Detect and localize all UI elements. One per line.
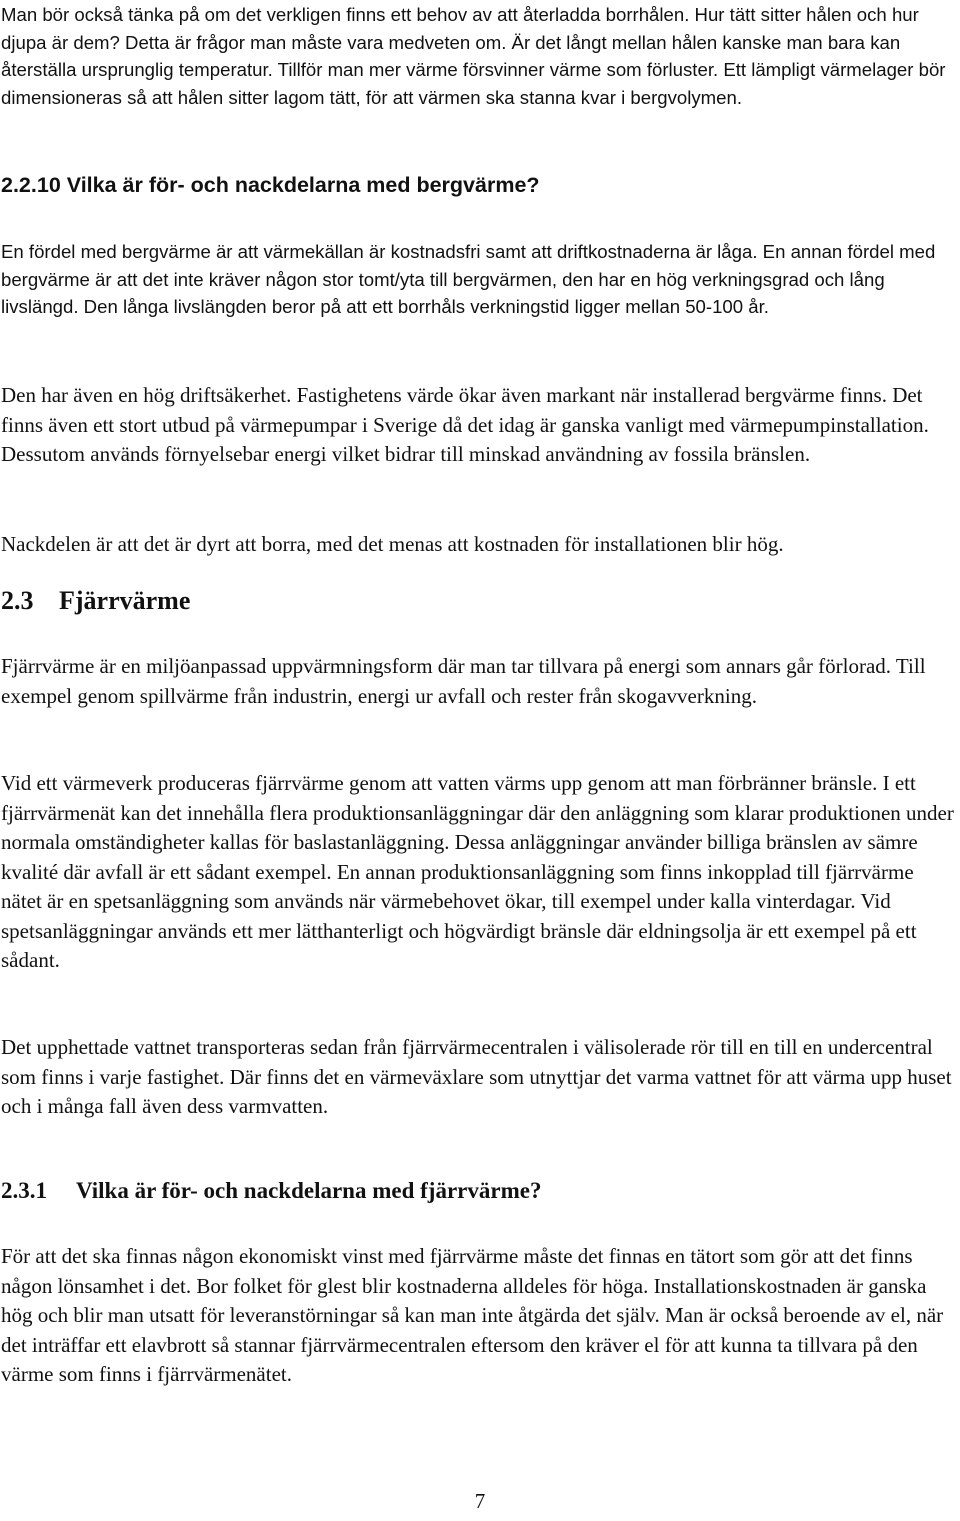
paragraph-bergvarme-reliability: Den har även en hög driftsäkerhet. Fastighetens värde ökar även markant när installerad bergvärme finns. Det finns även ett stort utbud på värmepumpar i Sverige då det idag är ganska vanligt med värmepumpinstallation. Dessutom används förnyelsebar energi vilket bidrar till minskad användning av fossila bränslen. [1, 383, 929, 466]
page-number: 7 [474, 1489, 486, 1513]
paragraph-borehole-recharge: Man bör också tänka på om det verkligen finns ett behov av att återladda borrhålen. Hur tätt sitter hålen och hur djupa är dem? Detta är frågor man måste vara medveten om. Är det långt mellan hålen kanske man bara kan återställa ursprunglig temperatur. Tillför man mer värme försvinner värme som förluster. Ett lämpligt värmelager bör dimensioneras så att hålen sitter lagom tätt, för att värmen ska stanna kvar i bergvolymen. [1, 4, 946, 108]
paragraph-fjarrvarme-pros-cons: För att det ska finnas någon ekonomiskt vinst med fjärrvärme måste det finnas en tätort som gör att det finns någon lönsamhet i det. Bor folket för glest blir kostnaderna alldeles för höga. Installationskostnaden är ganska hög och blir man utsatt för leveranstörningar så kan man inte åtgärda det själv. Man är också beroende av el, när det inträffar ett elavbrott så stannar fjärrvärmecentralen eftersom den kräver el för att kunna ta tillvara på den värme som finns i fjärrvärmenätet. [1, 1244, 944, 1386]
heading-2-3-title: Fjärrvärme [59, 586, 191, 615]
paragraph-bergvarme-disadvantage: Nackdelen är att det är dyrt att borra, med det menas att kostnaden för installationen blir hög. [1, 532, 784, 556]
heading-2-3-number: 2.3 [1, 586, 34, 615]
paragraph-fjarrvarme-distribution: Det upphettade vattnet transporteras sedan från fjärrvärmecentralen i välisolerade rör till en till en undercentral som finns i varje fastighet. Där finns det en värmeväxlare som utnyttjar det varma vattnet för att värma upp huset och i många fall även dess varmvatten. [1, 1035, 952, 1118]
heading-2-3-1-number: 2.3.1 [1, 1178, 47, 1203]
heading-2-3-1-title: Vilka är för- och nackdelarna med fjärrvärme? [76, 1178, 542, 1203]
heading-2-3-1 [1, 1176, 957, 1206]
paragraph-bergvarme-advantages: En fördel med bergvärme är att värmekällan är kostnadsfri samt att driftkostnaderna är låga. En annan fördel med bergvärme är att det inte kräver någon stor tomt/yta till bergvärmen, den har en hög verkningsgrad och lång livslängd. Den långa livslängden beror på att ett borrhåls verkningstid ligger mellan 50-100 år. [1, 241, 936, 317]
heading-2-2-10: 2.2.10 Vilka är för- och nackdelarna med bergvärme? [1, 173, 540, 197]
heading-2-3 [1, 585, 957, 617]
paragraph-fjarrvarme-production: Vid ett värmeverk produceras fjärrvärme genom att vatten värms upp genom att man förbränner bränsle. I ett fjärrvärmenät kan det innehålla flera produktionsanläggningar där den anläggning som klarar produktionen under normala omständigheter kallas för baslastanläggning. Dessa anläggningar använder billiga bränslen av sämre kvalité där avfall är ett sådant exempel. En annan produktionsanläggning som finns inkopplad till fjärrvärme nätet är en spetsanläggning som används när värmebehovet ökar, till exempel under kalla vinterdagar. Vid spetsanläggningar används ett mer lätthanterligt och högvärdigt bränsle där eldningsolja är ett exempel på ett sådant. [1, 771, 954, 972]
paragraph-fjarrvarme-intro: Fjärrvärme är en miljöanpassad uppvärmningsform där man tar tillvara på energi som annars går förlorad. Till exempel genom spillvärme från industrin, energi ur avfall och rester från skogavverkning. [1, 654, 926, 708]
